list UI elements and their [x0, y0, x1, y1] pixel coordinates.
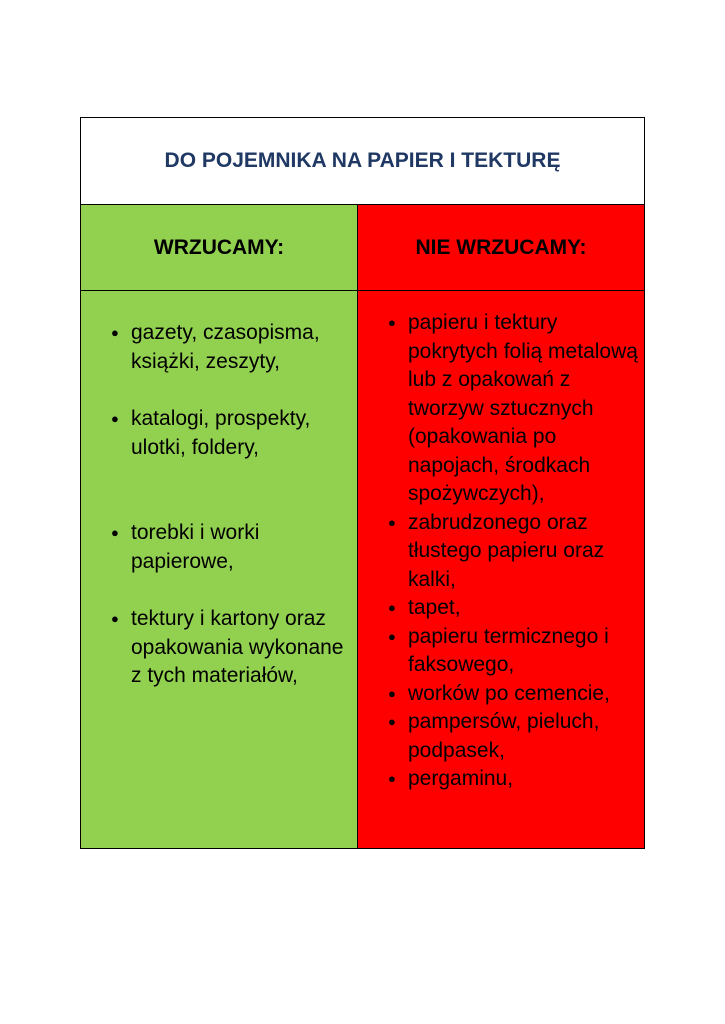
bullet-dot-icon: ● [111, 525, 119, 540]
list-item: ● zabrudzonego oraz tłustego papieru oraz kalki, [388, 510, 605, 591]
list-item: ● tektury i kartony oraz opakowania wykonane z tych materiałów, [111, 607, 344, 687]
list-item: ● gazety, czasopisma, książki, zeszyty, [111, 321, 320, 373]
list-item: ● papieru i tektury pokrytych folią metalową lub z opakowań z tworzyw sztucznych (opakowania po napojach, środkach spożywczych), [388, 311, 638, 505]
bullet-dot-icon: ● [388, 315, 396, 330]
list-item: ● katalogi, prospekty, ulotki, foldery, [111, 407, 311, 459]
table-title: DO POJEMNIKA NA PAPIER I TEKTURĘ [81, 118, 644, 205]
allowed-list [111, 319, 351, 691]
bullet-dot-icon: ● [111, 325, 119, 340]
bullet-dot-icon: ● [388, 714, 396, 729]
list-item: ● worków po cemencie, [388, 680, 640, 709]
bullet-dot-icon: ● [388, 771, 396, 786]
list-item: ● pampersów, pieluch, podpasek, [388, 710, 600, 762]
forbidden-header: NIE WRZUCAMY: [358, 205, 644, 291]
bullet-dot-icon: ● [111, 411, 119, 426]
forbidden-column [358, 205, 644, 848]
bullet-dot-icon: ● [111, 611, 119, 626]
allowed-column [81, 205, 358, 848]
forbidden-list [388, 309, 640, 794]
bullet-dot-icon: ● [388, 600, 396, 615]
allowed-header: WRZUCAMY: [81, 205, 357, 291]
bullet-dot-icon: ● [388, 628, 396, 644]
bullet-dot-icon: ● [388, 685, 396, 701]
list-item: ● papieru termicznego i faksowego, [388, 624, 609, 676]
list-item: ● torebki i worki papierowe, [111, 521, 260, 573]
list-item: ● pergaminu, [388, 765, 640, 794]
list-item: ● tapet, [388, 594, 640, 623]
recycling-table [80, 117, 645, 849]
bullet-dot-icon: ● [388, 514, 396, 530]
